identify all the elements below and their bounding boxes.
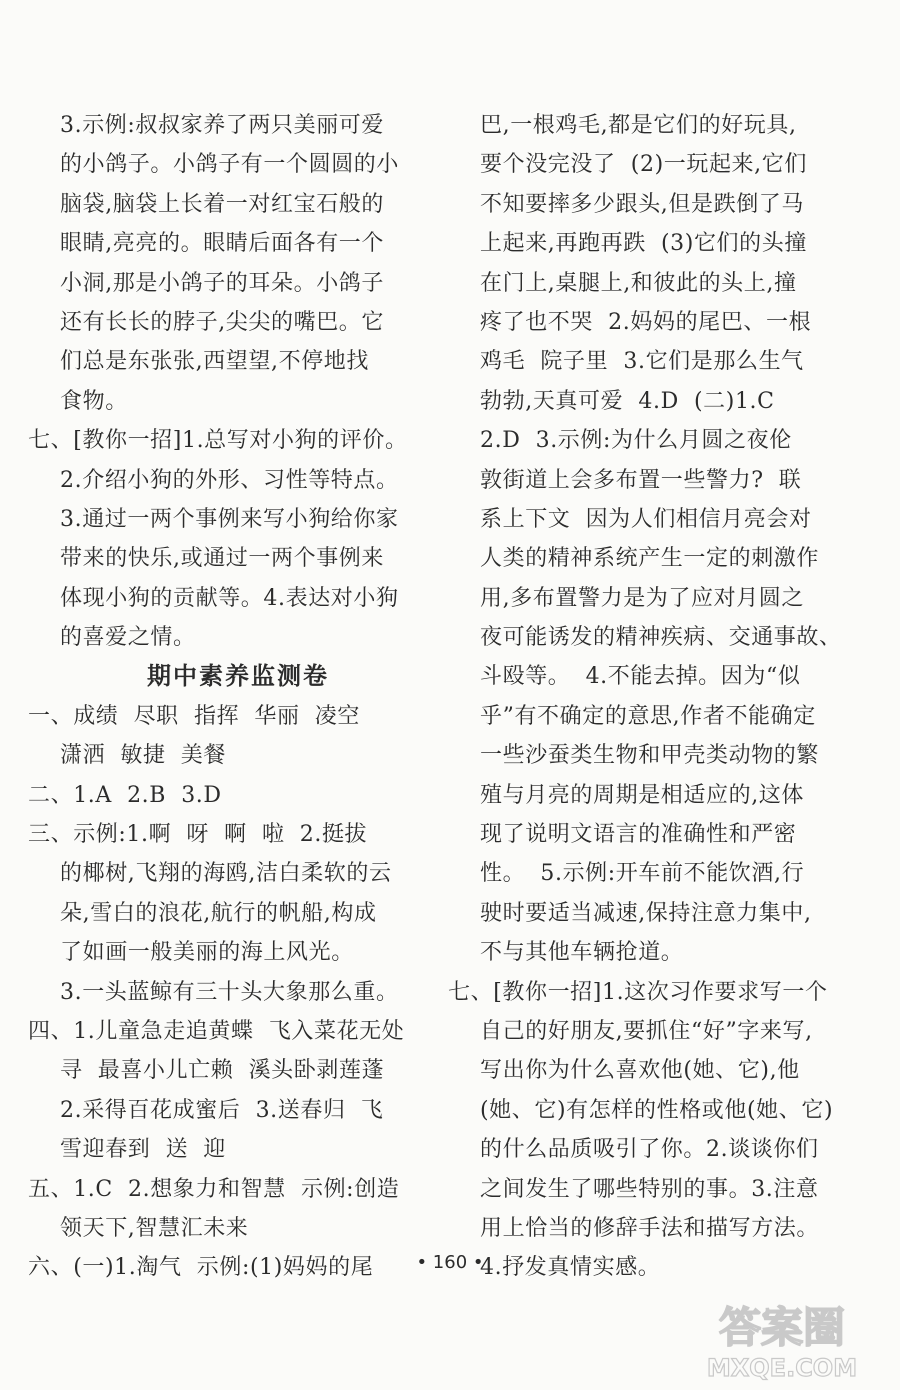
text-line: 体现小狗的贡献等。4.表达对小狗 bbox=[60, 585, 399, 611]
text-line: 性。 5.示例:开车前不能饮酒,行 bbox=[480, 861, 805, 887]
text-line: 脑袋,脑袋上长着一对红宝石般的 bbox=[60, 191, 384, 217]
text-line: 敦街道上会多布置一些警力? 联 bbox=[480, 467, 802, 493]
page-number: • 160 • bbox=[416, 1252, 484, 1273]
text-line: 上起来,再跑再跌 (3)它们的头撞 bbox=[480, 231, 807, 257]
text-line: 3.一头蓝鲸有三十头大象那么重。 bbox=[60, 979, 399, 1005]
text-line: 潇洒 敏捷 美餐 bbox=[60, 743, 226, 769]
text-line: 小洞,那是小鸽子的耳朵。小鸽子 bbox=[60, 270, 384, 296]
text-line: 系上下文 因为人们相信月亮会对 bbox=[480, 506, 812, 532]
text-line: 三、示例:1.啊 呀 啊 啦 2.挺拔 bbox=[28, 822, 368, 848]
text-line: 食物。 bbox=[60, 388, 128, 414]
text-line: 用上恰当的修辞手法和描写方法。 bbox=[480, 1215, 820, 1241]
watermark-logo bbox=[682, 1296, 882, 1382]
text-line: 一、成绩 尽职 指挥 华丽 凌空 bbox=[28, 703, 360, 729]
text-line: 七、[教你一招]1.这次习作要求写一个 bbox=[448, 979, 828, 1005]
text-line: 带来的快乐,或通过一两个事例来 bbox=[60, 546, 384, 572]
text-line: 现了说明文语言的准确性和严密 bbox=[480, 822, 797, 848]
text-line: 驶时要适当减速,保持注意力集中, bbox=[480, 900, 812, 926]
text-line: 六、(一)1.淘气 示例:(1)妈妈的尾 bbox=[28, 1255, 374, 1281]
text-line: 写出你为什么喜欢他(她、它),他 bbox=[480, 1058, 800, 1084]
text-line: 朵,雪白的浪花,航行的帆船,构成 bbox=[60, 900, 377, 926]
text-line: 自己的好朋友,要抓住“好”字来写, bbox=[480, 1018, 813, 1044]
text-line: 4.抒发真情实感。 bbox=[480, 1255, 661, 1281]
text-line: 殖与月亮的周期是相适应的,这体 bbox=[480, 782, 804, 808]
text-line: 在门上,桌腿上,和彼此的头上,撞 bbox=[480, 270, 797, 296]
text-line: 2.D 3.示例:为什么月圆之夜伦 bbox=[480, 428, 792, 454]
text-line: 雪迎春到 送 迎 bbox=[60, 1137, 226, 1163]
text-line: 二、1.A 2.B 3.D bbox=[28, 782, 222, 808]
text-line: 四、1.儿童急走追黄蝶 飞入菜花无处 bbox=[28, 1018, 405, 1044]
left-column bbox=[28, 106, 428, 1288]
text-line: 的小鸽子。小鸽子有一个圆圆的小 bbox=[60, 152, 400, 178]
text-line: 巴,一根鸡毛,都是它们的好玩具, bbox=[480, 113, 797, 138]
text-line: 斗殴等。 4.不能去掉。因为“似 bbox=[480, 664, 801, 690]
text-line: 乎”有不确定的意思,作者不能确定 bbox=[480, 703, 816, 729]
text-line: 鸡毛 院子里 3.它们是那么生气 bbox=[480, 349, 804, 375]
text-line: 的喜爱之情。 bbox=[60, 625, 196, 651]
text-line: 夜可能诱发的精神疾病、交通事故、 bbox=[480, 625, 842, 651]
text-line: 了如画一般美丽的海上风光。 bbox=[60, 940, 354, 966]
text-line: 眼睛,亮亮的。眼睛后面各有一个 bbox=[60, 231, 384, 257]
watermark-text: 答案圈 bbox=[718, 1303, 846, 1352]
text-line: (她、它)有怎样的性格或他(她、它) bbox=[480, 1097, 834, 1123]
text-line: 3.通过一两个事例来写小狗给你家 bbox=[60, 506, 399, 532]
text-line: 五、1.C 2.想象力和智慧 示例:创造 bbox=[28, 1176, 400, 1202]
text-line: 的什么品质吸引了你。2.谈谈你们 bbox=[480, 1137, 819, 1163]
text-line: 之间发生了哪些特别的事。3.注意 bbox=[480, 1176, 819, 1202]
text-line: 不知要摔多少跟头,但是跌倒了马 bbox=[480, 191, 804, 217]
text-line: 人类的精神系统产生一定的刺激作 bbox=[480, 546, 820, 572]
text-line: 用,多布置警力是为了应对月圆之 bbox=[480, 585, 804, 611]
text-line: 寻 最喜小儿亡赖 溪头卧剥莲蓬 bbox=[60, 1058, 385, 1084]
section-heading: 期中素养监测卷 bbox=[147, 662, 329, 691]
right-column bbox=[448, 106, 868, 1288]
text-line: 2.介绍小狗的外形、习性等特点。 bbox=[60, 467, 399, 493]
text-line: 领天下,智慧汇未来 bbox=[60, 1215, 249, 1241]
text-line: 还有长长的脖子,尖尖的嘴巴。它 bbox=[60, 309, 384, 335]
text-line: 不与其他车辆抢道。 bbox=[480, 940, 684, 966]
text-line: 们总是东张张,西望望,不停地找 bbox=[60, 349, 369, 375]
text-line: 一些沙蚕类生物和甲壳类动物的繁 bbox=[480, 743, 820, 769]
text-line: 2.采得百花成蜜后 3.送春归 飞 bbox=[60, 1097, 384, 1123]
text-line: 疼了也不哭 2.妈妈的尾巴、一根 bbox=[480, 309, 812, 335]
text-line: 的椰树,飞翔的海鸥,洁白柔软的云 bbox=[60, 861, 392, 887]
watermark-url: MXQE.COM bbox=[706, 1354, 858, 1382]
text-line: 3.示例:叔叔家养了两只美丽可爱 bbox=[60, 113, 385, 138]
text-line: 七、[教你一招]1.总写对小狗的评价。 bbox=[28, 428, 408, 454]
text-line: 要个没完没了 (2)一玩起来,它们 bbox=[480, 152, 807, 178]
text-line: 勃勃,天真可爱 4.D (二)1.C bbox=[480, 388, 775, 414]
